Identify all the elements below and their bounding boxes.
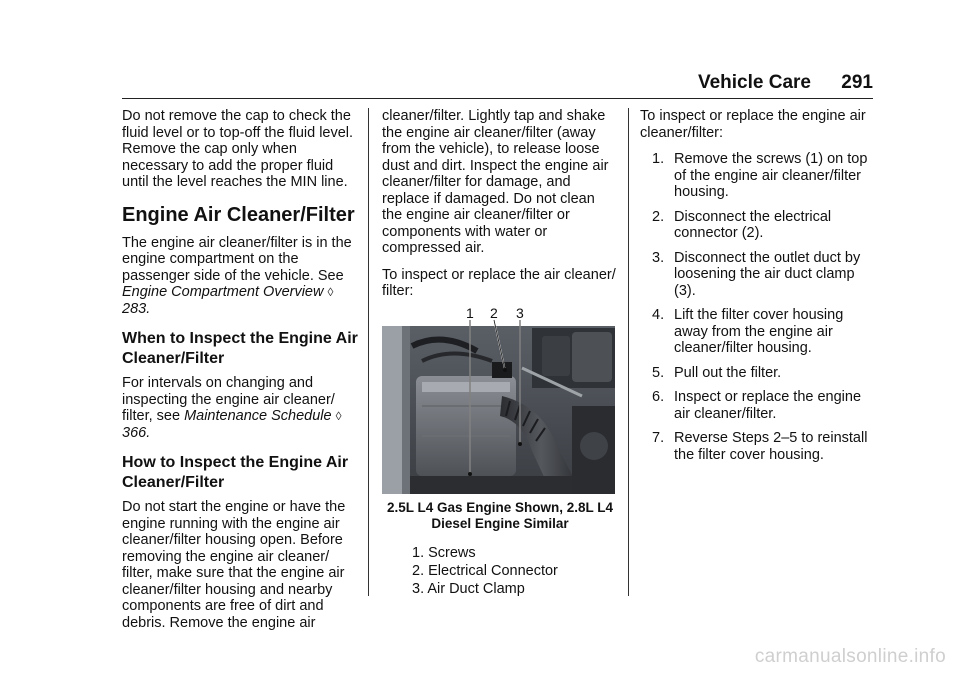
header-rule bbox=[122, 98, 873, 99]
figure-caption: 2.5L L4 Gas Engine Shown, 2.8L L4 Diesel Engine Similar bbox=[386, 499, 614, 531]
how-paragraph: Do not start the engine or have the engine running with the engine air cleaner/filter housing open. Before removing the engine air cleaner/ filter, make sure that the engine air cleaner/filter housing and nearby components are free of dirt and debris. Remove the engine air bbox=[122, 499, 346, 631]
callout-3: 3 bbox=[516, 304, 524, 321]
page-number: 291 bbox=[841, 72, 873, 93]
steps-intro: To inspect or replace the engine air cleaner/filter: bbox=[640, 108, 866, 141]
xref-page-283[interactable]: 283 bbox=[122, 300, 147, 317]
page-reference-icon: ◊ bbox=[335, 409, 342, 423]
when-paragraph: For intervals on changing and inspecting the engine air cleaner/ filter, see Maintenance Schedule ◊ 366. bbox=[122, 375, 342, 441]
step-text: Pull out the filter. bbox=[674, 364, 782, 381]
step-number: 6. bbox=[652, 389, 665, 405]
step-item bbox=[640, 365, 874, 382]
step-text: Remove the screws (1) on top of the engine air cleaner/filter housing. bbox=[674, 151, 868, 200]
watermark: carmanualsonline.info bbox=[754, 646, 946, 667]
section-paragraph-text: The engine air cleaner/filter is in the engine compartment on the passenger side of the vehicle. See bbox=[122, 234, 352, 284]
step-item bbox=[640, 389, 874, 422]
xref-maintenance-schedule[interactable]: Maintenance Schedule bbox=[184, 408, 332, 424]
step-number: 3. bbox=[652, 249, 665, 266]
how-heading: How to Inspect the Engine Air Cleaner/Filter bbox=[122, 454, 349, 491]
header-title: Vehicle Care bbox=[697, 72, 811, 93]
step-text: Inspect or replace the engine air cleaner/filter. bbox=[674, 389, 862, 422]
column-2 bbox=[382, 108, 618, 598]
step-text: Reverse Steps 2–5 to reinstall the filter cover housing. bbox=[674, 430, 868, 463]
column-1 bbox=[122, 108, 358, 641]
column-divider-2 bbox=[628, 108, 629, 596]
page-reference-icon: ◊ bbox=[327, 285, 334, 299]
step-text: Disconnect the electrical connector (2). bbox=[674, 208, 832, 241]
step-number: 2. bbox=[652, 208, 665, 225]
step-item bbox=[640, 430, 874, 463]
step-item bbox=[640, 151, 874, 201]
page-header bbox=[122, 72, 873, 94]
section-heading: Engine Air Cleaner/Filter bbox=[122, 203, 355, 226]
section-paragraph: The engine air cleaner/filter is in the engine compartment on the passenger side of the vehicle. See Engine Compartment Overview ◊ 283. bbox=[122, 234, 352, 317]
engine-figure bbox=[382, 306, 615, 494]
legend-item: 3. Air Duct Clamp bbox=[412, 580, 525, 597]
legend-item: 2. Electrical Connector bbox=[412, 562, 558, 579]
when-paragraph-text: For intervals on changing and inspecting the engine air cleaner/ filter, see bbox=[122, 375, 335, 424]
step-number: 7. bbox=[652, 430, 665, 446]
when-heading: When to Inspect the Engine Air Cleaner/Filter bbox=[122, 330, 358, 367]
step-item bbox=[640, 209, 874, 242]
step-text: Lift the filter cover housing away from the engine air cleaner/filter housing. bbox=[674, 307, 844, 356]
step-text: Disconnect the outlet duct by loosening the air duct clamp (3). bbox=[674, 249, 861, 299]
step-number: 1. bbox=[652, 151, 665, 167]
callout-1: 1 bbox=[466, 304, 474, 321]
figure-legend bbox=[412, 544, 618, 598]
inspect-intro: To inspect or replace the air cleaner/ filter: bbox=[382, 266, 616, 299]
column-divider-1 bbox=[368, 108, 369, 596]
xref-engine-compartment[interactable]: Engine Compartment Overview bbox=[122, 284, 324, 300]
step-item bbox=[640, 250, 874, 300]
column-3 bbox=[640, 108, 874, 471]
continued-paragraph: cleaner/filter. Lightly tap and shake the engine air cleaner/filter (away from the vehicle), to release loose dust and dirt. Inspect the engine air cleaner/filter for damage, and replace if damaged. Do not clean the engine air cleaner/filter or components with water or compressed air. bbox=[382, 108, 609, 256]
steps-list bbox=[640, 151, 874, 463]
step-item bbox=[640, 307, 874, 357]
xref-page-366[interactable]: 366 bbox=[122, 424, 147, 441]
intro-paragraph: Do not remove the cap to check the fluid level or to top-off the fluid level. Remove the cap only when necessary to add the proper fluid until the level reaches the MIN line. bbox=[122, 108, 354, 190]
legend-item: 1. Screws bbox=[412, 544, 476, 561]
callout-2: 2 bbox=[490, 304, 498, 321]
engine-compartment-photo bbox=[382, 306, 615, 494]
step-number: 5. bbox=[652, 364, 665, 381]
step-number: 4. bbox=[652, 307, 665, 323]
